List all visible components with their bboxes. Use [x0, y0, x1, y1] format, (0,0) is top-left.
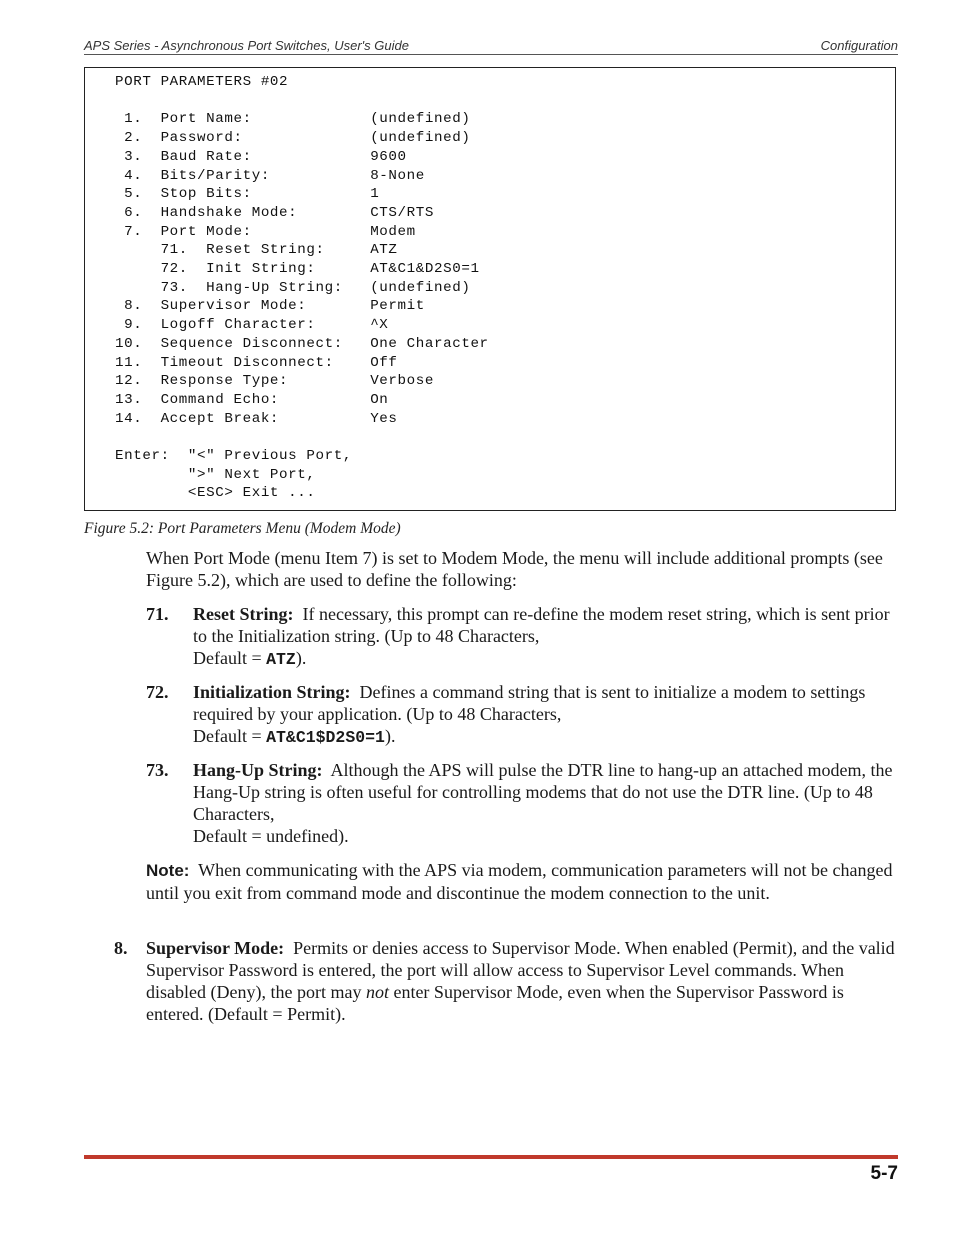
- default-prefix: Default =: [193, 726, 267, 746]
- terminal-text: PORT PARAMETERS #02 1. Port Name: (undefined) 2. Password: (undefined) 3. Baud Rate: 9600 4. Bits/Parity: 8-None 5. Stop Bits: 1 6. Handshake Mode: CTS/RTS 7. Port Mode: Modem 71. Reset String: ATZ 72. Init String: AT&C1&D2S0=1 73. Hang-Up String: (undefined) 8. Supervisor Mode: Permit 9. Logoff Character: ^X 10. Sequence Disconnect: One Character 11. Timeout Disconnect: Off 12. Response Type: Verbose 13. Command Echo: On 14. Accept Break: Yes Enter: "<" Previous Port, ">" Next Port, <ESC> Exit ...: [115, 74, 489, 502]
- item-number: 71.: [146, 604, 169, 624]
- item-description: Although the APS will pulse the DTR line to hang-up an attached modem, the Hang-Up string is often useful for controlling modems that do not use the DTR line. (Up to 48 Characters,: [193, 760, 893, 824]
- figure-caption: Figure 5.2: Port Parameters Menu (Modem Mode): [84, 520, 401, 537]
- default-prefix: Default =: [193, 648, 267, 668]
- header-title: APS Series - Asynchronous Port Switches, User's Guide: [84, 38, 409, 53]
- item-term: Initialization String:: [193, 682, 351, 702]
- item-emphasis: not: [365, 982, 389, 1002]
- item-term: Reset String:: [193, 604, 294, 624]
- item-content: [193, 603, 903, 671]
- item-description-before: Permits or denies access to Supervisor Mode. When enabled (Permit), and the valid Supervisor Password is entered, the port will allow access to Supervisor Level commands. When disabled (Deny), the port may: [146, 938, 895, 1002]
- item-number: 8.: [114, 938, 128, 958]
- item-term: Supervisor Mode:: [146, 938, 285, 958]
- intro-paragraph: When Port Mode (menu Item 7) is set to Modem Mode, the menu will include additional prompts (see Figure 5.2), which are used to define the following:: [146, 548, 883, 590]
- running-header: [84, 36, 898, 55]
- default-suffix: ).: [295, 648, 307, 668]
- item-content: [193, 759, 903, 847]
- default-value: ATZ: [266, 650, 296, 669]
- default-line: Default = undefined).: [193, 826, 349, 846]
- item-number: 72.: [146, 682, 169, 702]
- page-number: 5-7: [870, 1163, 898, 1184]
- item-number: 73.: [146, 760, 169, 780]
- item-term: Hang-Up String:: [193, 760, 323, 780]
- note-paragraph: [146, 859, 901, 904]
- port-parameters-menu-figure: [84, 67, 896, 511]
- note-text: When communicating with the APS via modem, communication parameters will not be changed until you exit from command mode and discontinue the modem connection to the unit.: [146, 860, 893, 903]
- default-suffix: ).: [384, 726, 396, 746]
- note-label: Note:: [146, 861, 190, 880]
- default-value: AT&C1$D2S0=1: [266, 728, 385, 747]
- item-content: [193, 681, 903, 749]
- item-content: [146, 937, 896, 1025]
- item-description: If necessary, this prompt can re-define the modem reset string, which is sent prior to the Initialization string. (Up to 48 Characters,: [193, 604, 890, 646]
- item-description-after: enter Supervisor Mode, even when the Supervisor Password is entered. (Default = Permit).: [146, 982, 844, 1024]
- header-section: Configuration: [820, 38, 898, 53]
- footer-rule: [84, 1155, 898, 1159]
- item-description: Defines a command string that is sent to initialize a modem to settings required by your application. (Up to 48 Characters,: [193, 682, 866, 724]
